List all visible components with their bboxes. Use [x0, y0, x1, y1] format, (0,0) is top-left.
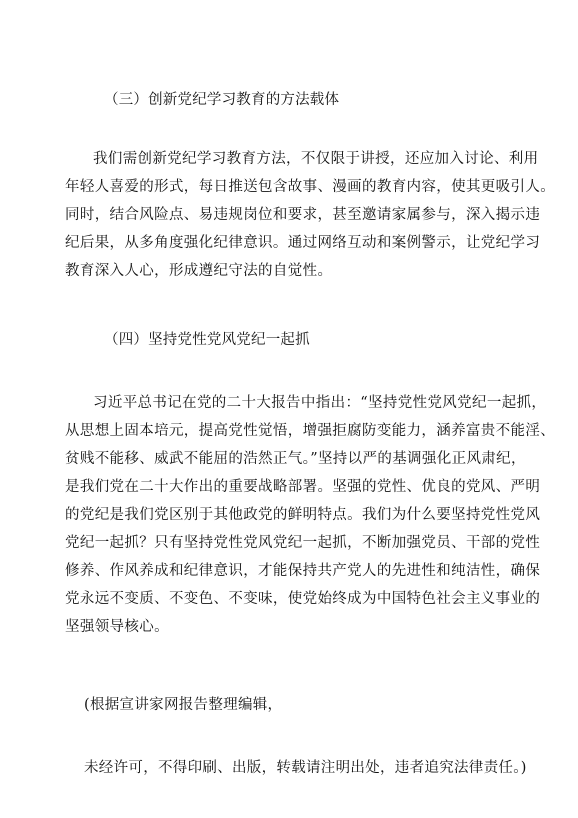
paragraph-line: 我们需创新党纪学习教育方法，不仅限于讲授，还应加入讨论、利用	[93, 151, 539, 167]
section-3-heading: （三）创新党纪学习教育的方法载体	[104, 92, 340, 108]
section-3-paragraph	[65, 145, 556, 285]
paragraph-line: 纪后果，从多角度强化纪律意识。通过网络互动和案例警示，让党纪学习	[65, 235, 541, 251]
paragraph-line: 的党纪是我们党区别于其他政党的鲜明特点。我们为什么要坚持党性党风	[65, 507, 541, 523]
paragraph-line: 教育深入人心，形成遵纪守法的自觉性。	[65, 263, 333, 279]
source-note: (根据宣讲家网报告整理编辑，	[84, 697, 283, 713]
copyright-notice: 未经许可，不得印刷、出版，转载请注明出处，违者追究法律责任。)	[84, 760, 527, 776]
paragraph-line: 同时，结合风险点、易违规岗位和要求，甚至邀请家属参与，深入揭示违	[65, 207, 541, 223]
paragraph-line: 从思想上固本培元，提高党性觉悟，增强拒腐防变能力，涵养富贵不能淫、	[65, 423, 556, 439]
paragraph-line: 党永远不变质、不变色、不变味，使党始终成为中国特色社会主义事业的	[65, 591, 541, 607]
section-4-heading: （四）坚持党性党风党纪一起抓	[104, 332, 310, 348]
paragraph-line: 年轻人喜爱的形式，每日推送包含故事、漫画的教育内容，使其更吸引人。	[65, 179, 556, 195]
paragraph-line: 是我们党在二十大作出的重要战略部署。坚强的党性、优良的党风、严明	[65, 479, 541, 495]
paragraph-line: 贫贱不能移、威武不能屈的浩然正气。”坚持以严的基调强化正风肃纪，	[65, 451, 526, 467]
section-4-paragraph	[65, 389, 556, 641]
paragraph-line: 习近平总书记在党的二十大报告中指出：“坚持党性党风党纪一起抓，	[93, 395, 547, 411]
paragraph-line: 修养、作风养成和纪律意识，才能保持共产党人的先进性和纯洁性，确保	[65, 563, 541, 579]
paragraph-line: 党纪一起抓？只有坚持党性党风党纪一起抓，不断加强党员、干部的党性	[65, 535, 541, 551]
paragraph-line: 坚强领导核心。	[65, 619, 169, 635]
